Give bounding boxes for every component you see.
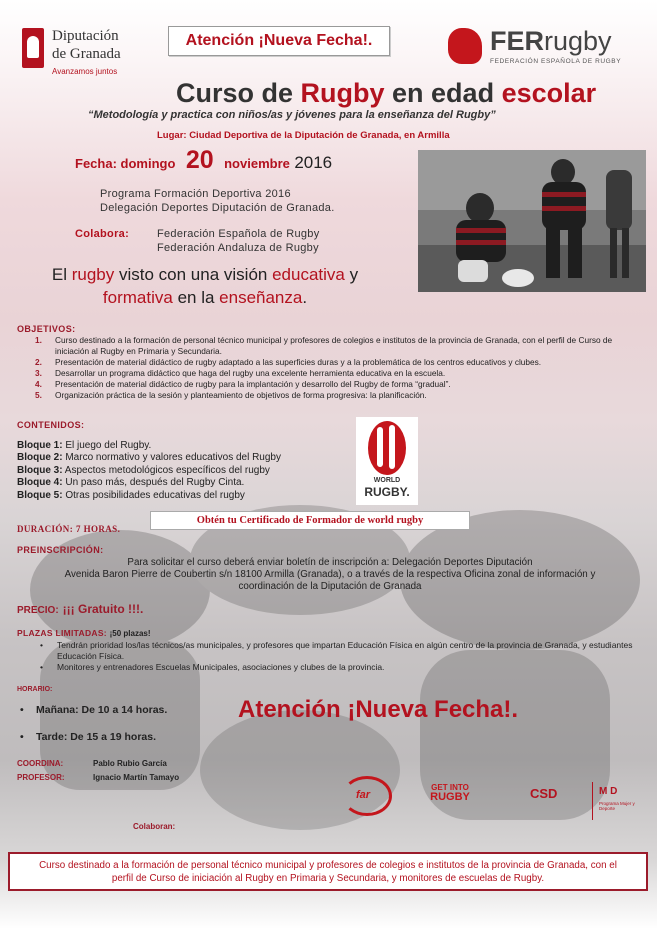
fecha-label: Fecha: domingo (75, 156, 176, 171)
bloque-label: Bloque 3: (17, 464, 63, 476)
contenidos-title: CONTENIDOS: (17, 420, 85, 430)
vision-part: rugby (71, 265, 115, 284)
preinscripcion-line: Para solicitar el curso deberá enviar boletín de inscripción a: Delegación Deportes Diputación (127, 557, 533, 568)
precio (17, 602, 143, 616)
bloque-text: Un paso más, después del Rugby Cinta. (62, 477, 245, 489)
title-part: escolar (501, 78, 597, 108)
precio-value: ¡¡¡ Gratuito !!!. (62, 602, 144, 616)
bloque-text: Marco normativo y valores educativos del Rugby (62, 452, 281, 464)
diputacion-logo-tagline: Avanzamos juntos (52, 67, 118, 76)
footer-text: Curso destinado a la formación de personal técnico municipal y profesores de colegios e institutos de la provincia de Granada, con el perfil de Curso de iniciación al Rugby en Primaria y Secundaria, y monitores de escuelas de Rugby. (39, 859, 617, 884)
certificado-text: Obtén tu Certificado de Formador de world rugby (196, 515, 424, 526)
bloque-item (17, 490, 281, 502)
vision-part: y (344, 265, 359, 284)
fecha-month: noviembre (224, 156, 290, 171)
bloques-list (17, 440, 281, 502)
vision-slogan (20, 263, 390, 309)
diputacion-logo (22, 26, 162, 80)
bloque-item (17, 465, 281, 477)
objetivos-list (35, 335, 645, 401)
nueva-fecha-banner (168, 26, 390, 56)
bloque-label: Bloque 5: (17, 489, 63, 501)
get-into-rugby-line1: GET INTO (431, 783, 469, 792)
coordina-label: COORDINA: (17, 759, 64, 768)
horario-tarde-text: Tarde: De 15 a 19 horas. (36, 731, 157, 743)
vision-part: visto con una visión (114, 265, 273, 284)
horario-title: HORARIO: (17, 686, 53, 693)
horario-tarde (20, 731, 156, 743)
far-logo (342, 776, 392, 816)
vision-part: en la (172, 288, 220, 307)
ferugby-logo-text (490, 26, 612, 57)
certificado-banner (150, 511, 470, 530)
bloque-item (17, 477, 281, 489)
colabora-line: Federación Andaluza de Rugby (157, 242, 319, 254)
rugby-ball-icon (368, 421, 406, 475)
title-part: Rugby (300, 78, 385, 108)
vision-part: . (302, 288, 308, 307)
preinscripcion-title: PREINSCRIPCIÓN: (17, 545, 104, 555)
plazas-list (40, 640, 640, 673)
objetivo-number: 1. (35, 335, 42, 345)
lion-icon (448, 28, 482, 64)
get-into-rugby-logo (426, 783, 474, 817)
programa-line: Delegación Deportes Diputación de Granada. (100, 202, 335, 214)
plazas (17, 628, 151, 638)
rugby-kids-photo (418, 150, 646, 292)
colabora-block (75, 227, 320, 255)
objetivo-text: Organización práctica de la sesión y planteamiento de objetivos de forma progresiva: la planificación. (55, 390, 427, 400)
course-subtitle: “Metodología y practica con niños/as y jóvenes para la enseñanza del Rugby” (88, 109, 496, 121)
ferugby-tagline: FEDERACIÓN ESPAÑOLA DE RUGBY (490, 58, 622, 65)
diputacion-logo-line2: de Granada (52, 46, 121, 62)
fecha (75, 146, 332, 175)
vision-part: El (51, 265, 72, 284)
programa-block (100, 187, 335, 215)
nueva-fecha-notice: Atención ¡Nueva Fecha!. (238, 696, 519, 723)
colabora-label: Colabora: (75, 228, 130, 240)
nueva-fecha-banner-text: Atención ¡Nueva Fecha!. (185, 32, 373, 49)
csd-logo (530, 782, 640, 820)
fecha-year: 2016 (294, 153, 333, 172)
precio-label: PRECIO: (17, 605, 59, 616)
bloque-text: Aspectos metodológicos específicos del rugby (62, 464, 270, 476)
objetivo-number: 3. (35, 368, 42, 378)
md-logo-text: M D (599, 786, 618, 797)
coordina-value: Pablo Rubio García (93, 759, 167, 768)
fecha-day: 20 (185, 146, 214, 174)
far-logo-text: far (356, 789, 371, 801)
objetivo-text: Curso destinado a la formación de personal técnico municipal y profesores de colegios e institutos de la provincia de Granada, con el perfil de Curso de iniciación al Rugby en Primaria y Secundaria. (55, 335, 613, 356)
get-into-rugby-line2: RUGBY (430, 791, 470, 803)
bloque-label: Bloque 4: (17, 477, 63, 489)
colaboran-label: Colaboran: (133, 822, 176, 831)
profesor-value: Ignacio Martín Tamayo (93, 773, 180, 782)
horario-manana-text: Mañana: De 10 a 14 horas. (36, 704, 168, 716)
preinscripcion-text (60, 557, 600, 593)
objetivo-item (35, 379, 645, 390)
bloque-label: Bloque 1: (17, 440, 63, 451)
duracion (17, 524, 120, 534)
horario-manana (20, 704, 167, 716)
plazas-item: • Monitores y entrenadores Escuelas Municipales, asociaciones y clubes de la provincia. (40, 662, 640, 673)
world-rugby-line1: WORLD (373, 477, 401, 484)
objetivo-text: Presentación de material didáctico de rugby para la implantación y desarrollo del Rugby de forma “gradual”. (55, 379, 451, 389)
lugar-text: Lugar: Ciudad Deportiva de la Diputación de Granada, en Armilla (157, 130, 450, 141)
footer-box (8, 852, 648, 891)
plazas-item: • Tendrán prioridad los/las técnicos/as municipales, y profesores que impartan Educación Física en algún centro de la provincia de Granada, y estudiantes Educación Física. (40, 640, 640, 662)
ferugby-fer: FER (490, 26, 544, 56)
bullet: • (20, 704, 24, 716)
programa-line: Programa Formación Deportiva 2016 (100, 188, 291, 200)
vision-part: educativa (272, 265, 345, 284)
bloque-text: Otras posibilidades educativas del rugby (62, 489, 245, 501)
mujer-deporte-logo (592, 782, 638, 820)
objetivo-item (35, 335, 645, 357)
ferugby-rugby: rugby (544, 26, 612, 56)
objetivo-text: Presentación de material didáctico de rugby adaptado a las superficies duras y a la problemática de los centros educativos y clubes. (55, 357, 542, 367)
bloque-label: Bloque 2: (17, 452, 63, 464)
duracion-value: 7 HORAS. (76, 524, 121, 534)
colabora-line: Federación Española de Rugby (157, 228, 320, 240)
objetivos-title: OBJETIVOS: (17, 324, 76, 334)
preinscripcion-line: coordinación de la Diputación de Granada (238, 581, 422, 592)
objetivo-text: Desarrollar un programa didáctico que haga del rugby una excelente herramienta educativa en la escuela. (55, 368, 446, 378)
course-title (176, 78, 596, 109)
plazas-value: ¡50 plazas! (109, 629, 151, 638)
md-logo-subtitle: Programa Mujer y Deporte (599, 801, 635, 811)
objetivo-item (35, 357, 645, 368)
profesor-label: PROFESOR: (17, 773, 65, 782)
csd-logo-text: CSD (530, 786, 558, 801)
bullet: • (20, 731, 24, 743)
photo-illustration (418, 150, 646, 292)
world-rugby-logo (356, 417, 418, 505)
objetivo-number: 2. (35, 357, 42, 367)
world-rugby-line2: RUGBY. (364, 485, 410, 499)
bloque-text: El juego del Rugby. (62, 440, 152, 451)
vision-part: enseñanza (219, 288, 303, 307)
objetivo-number: 4. (35, 379, 42, 389)
duracion-label: DURACIÓN: (17, 524, 74, 534)
bloque-item (17, 440, 281, 452)
vision-part: formativa (102, 288, 173, 307)
preinscripcion-line: Avenida Baron Pierre de Coubertin s/n 18100 Armilla (Granada), o a través de la respectiva Oficina zonal de información y (64, 569, 596, 580)
plazas-label: PLAZAS LIMITADAS: (17, 628, 107, 638)
title-part: en edad (384, 78, 502, 108)
diputacion-emblem-icon (22, 28, 44, 68)
title-part: Curso de (176, 78, 301, 108)
objetivo-item (35, 368, 645, 379)
coordina-block (17, 757, 179, 785)
bloque-item (17, 452, 281, 464)
diputacion-logo-line1: Diputación (52, 28, 119, 44)
objetivo-item (35, 390, 645, 401)
objetivo-number: 5. (35, 390, 42, 400)
ferugby-logo (448, 26, 628, 70)
